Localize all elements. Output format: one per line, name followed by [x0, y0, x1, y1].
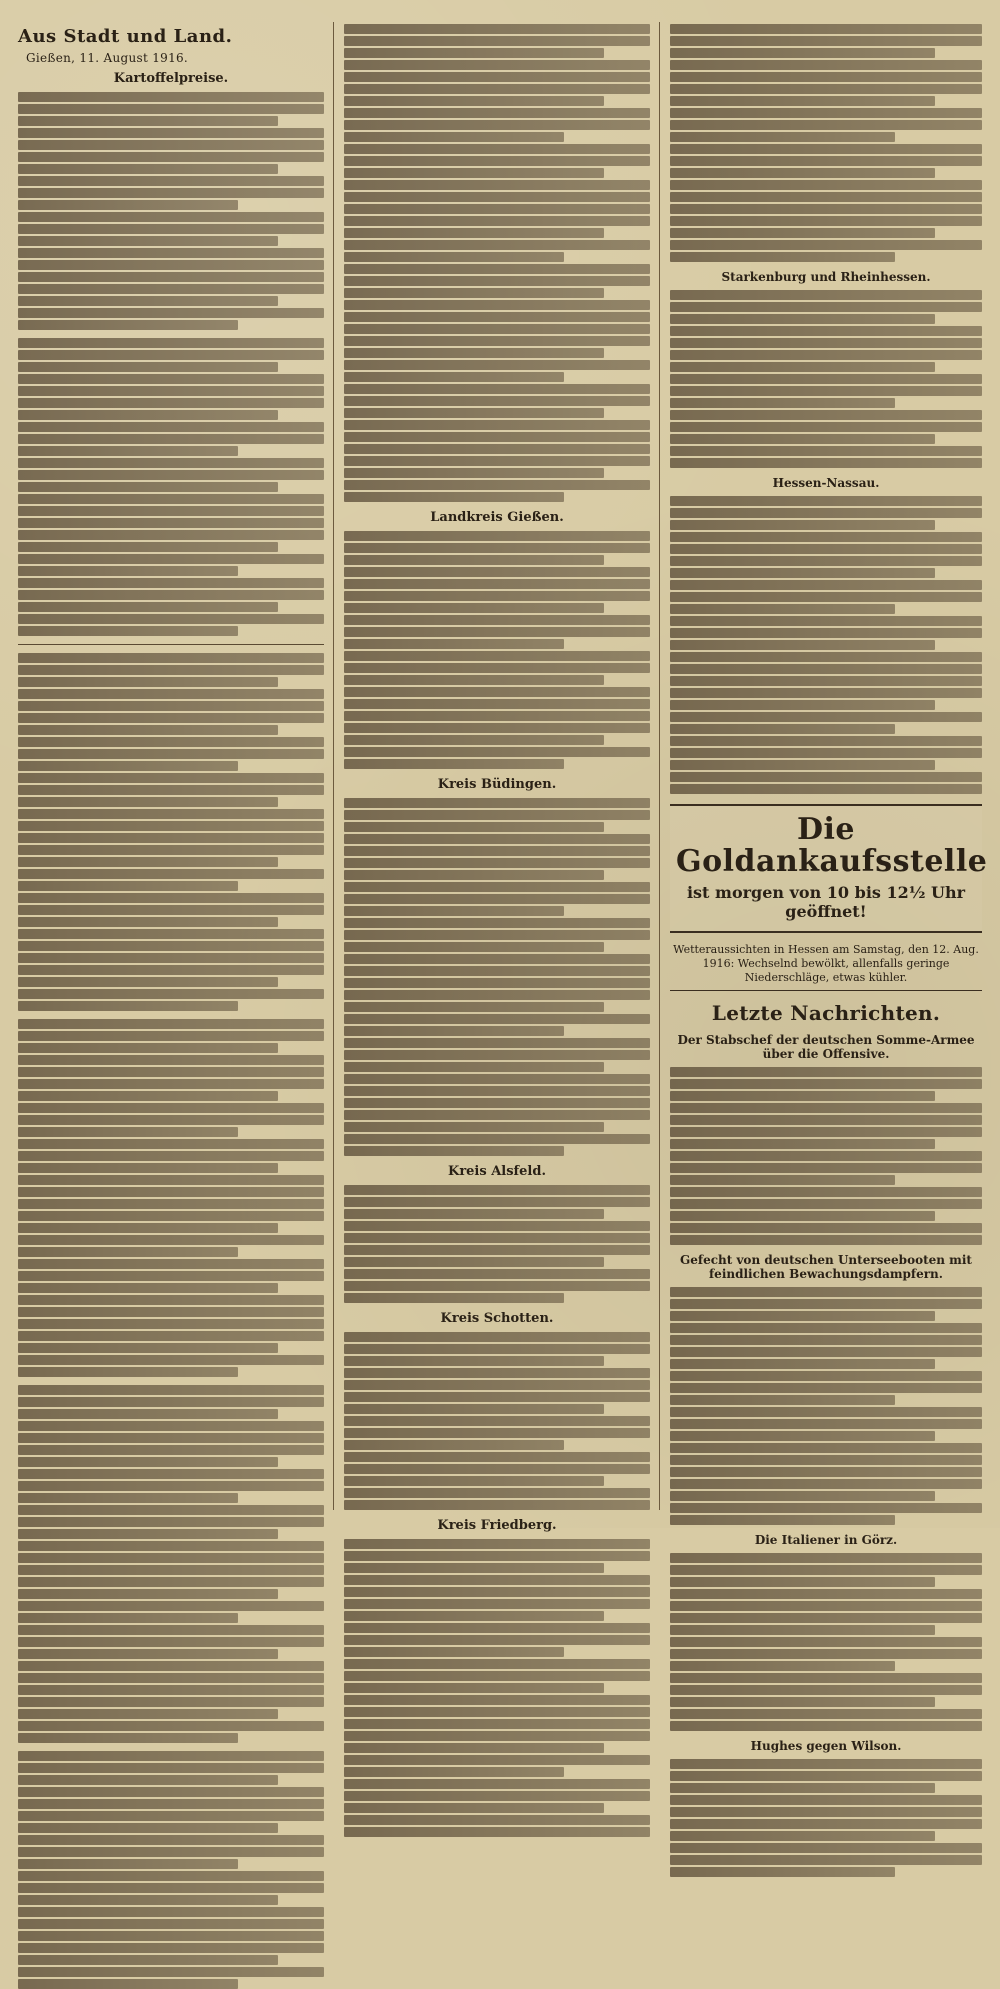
article-body — [344, 1539, 650, 1837]
article-body — [18, 1385, 324, 1743]
article-body — [18, 1751, 324, 1989]
article-body — [344, 24, 650, 502]
ad-title: Die Goldankaufsstelle — [676, 812, 988, 879]
heading-kreis-buedingen: Kreis Büdingen. — [437, 777, 557, 792]
heading-kreis-friedberg: Kreis Friedberg. — [437, 1518, 557, 1533]
article-body — [670, 1067, 982, 1245]
article-body — [670, 1553, 982, 1731]
article-body — [344, 1185, 650, 1303]
heading-starkenburg: Starkenburg und Rheinhessen. — [721, 270, 931, 284]
heading-hughes: Hughes gegen Wilson. — [750, 1739, 902, 1754]
article-body — [670, 496, 982, 794]
column-1 — [10, 22, 332, 1510]
article-body — [18, 653, 324, 1011]
article-body — [670, 1759, 982, 1877]
heading-hessen-nassau: Hessen-Nassau. — [772, 476, 880, 490]
weather-forecast: Wetteraussichten in Hessen am Samstag, den 12. Aug. 1916: Wechselnd bewölkt, allenfalls geringe Niederschläge, etwas kühler. — [670, 941, 982, 991]
column-rule-1 — [333, 22, 334, 1510]
heading-unterseeboote: Gefecht von deutschen Unterseebooten mit feindlichen Bewachungsdampfern. — [680, 1253, 972, 1282]
heading-kreis-alsfeld: Kreis Alsfeld. — [448, 1164, 546, 1179]
article-body — [344, 798, 650, 1156]
article-body — [18, 1019, 324, 1377]
column-rule-2 — [659, 22, 660, 1510]
article-body — [18, 338, 324, 636]
article-body — [18, 92, 324, 330]
article-body — [670, 1287, 982, 1525]
column-2 — [336, 22, 658, 1533]
goldankaufsstelle-ad — [670, 804, 988, 933]
article-body — [670, 290, 982, 468]
section-title: Aus Stadt und Land. — [18, 26, 233, 47]
ad-subtitle: ist morgen von 10 bis 12½ Uhr geöffnet! — [686, 883, 966, 921]
heading-letzte-nachrichten: Letzte Nachrichten. — [711, 1001, 941, 1026]
divider — [18, 644, 324, 645]
heading-kreis-schotten: Kreis Schotten. — [440, 1311, 554, 1326]
heading-stabschef: Der Stabschef der deutschen Somme-Armee über die Offensive. — [677, 1033, 975, 1062]
heading-landkreis-giessen: Landkreis Gießen. — [430, 510, 564, 525]
heading-italiener: Die Italiener in Görz. — [754, 1533, 898, 1548]
dateline: Gießen, 11. August 1916. — [26, 51, 189, 65]
column-3 — [662, 22, 990, 1754]
article-body — [344, 1332, 650, 1510]
heading-kartoffelpreise: Kartoffelpreise. — [113, 71, 229, 86]
article-body — [344, 531, 650, 769]
article-body — [670, 24, 982, 262]
